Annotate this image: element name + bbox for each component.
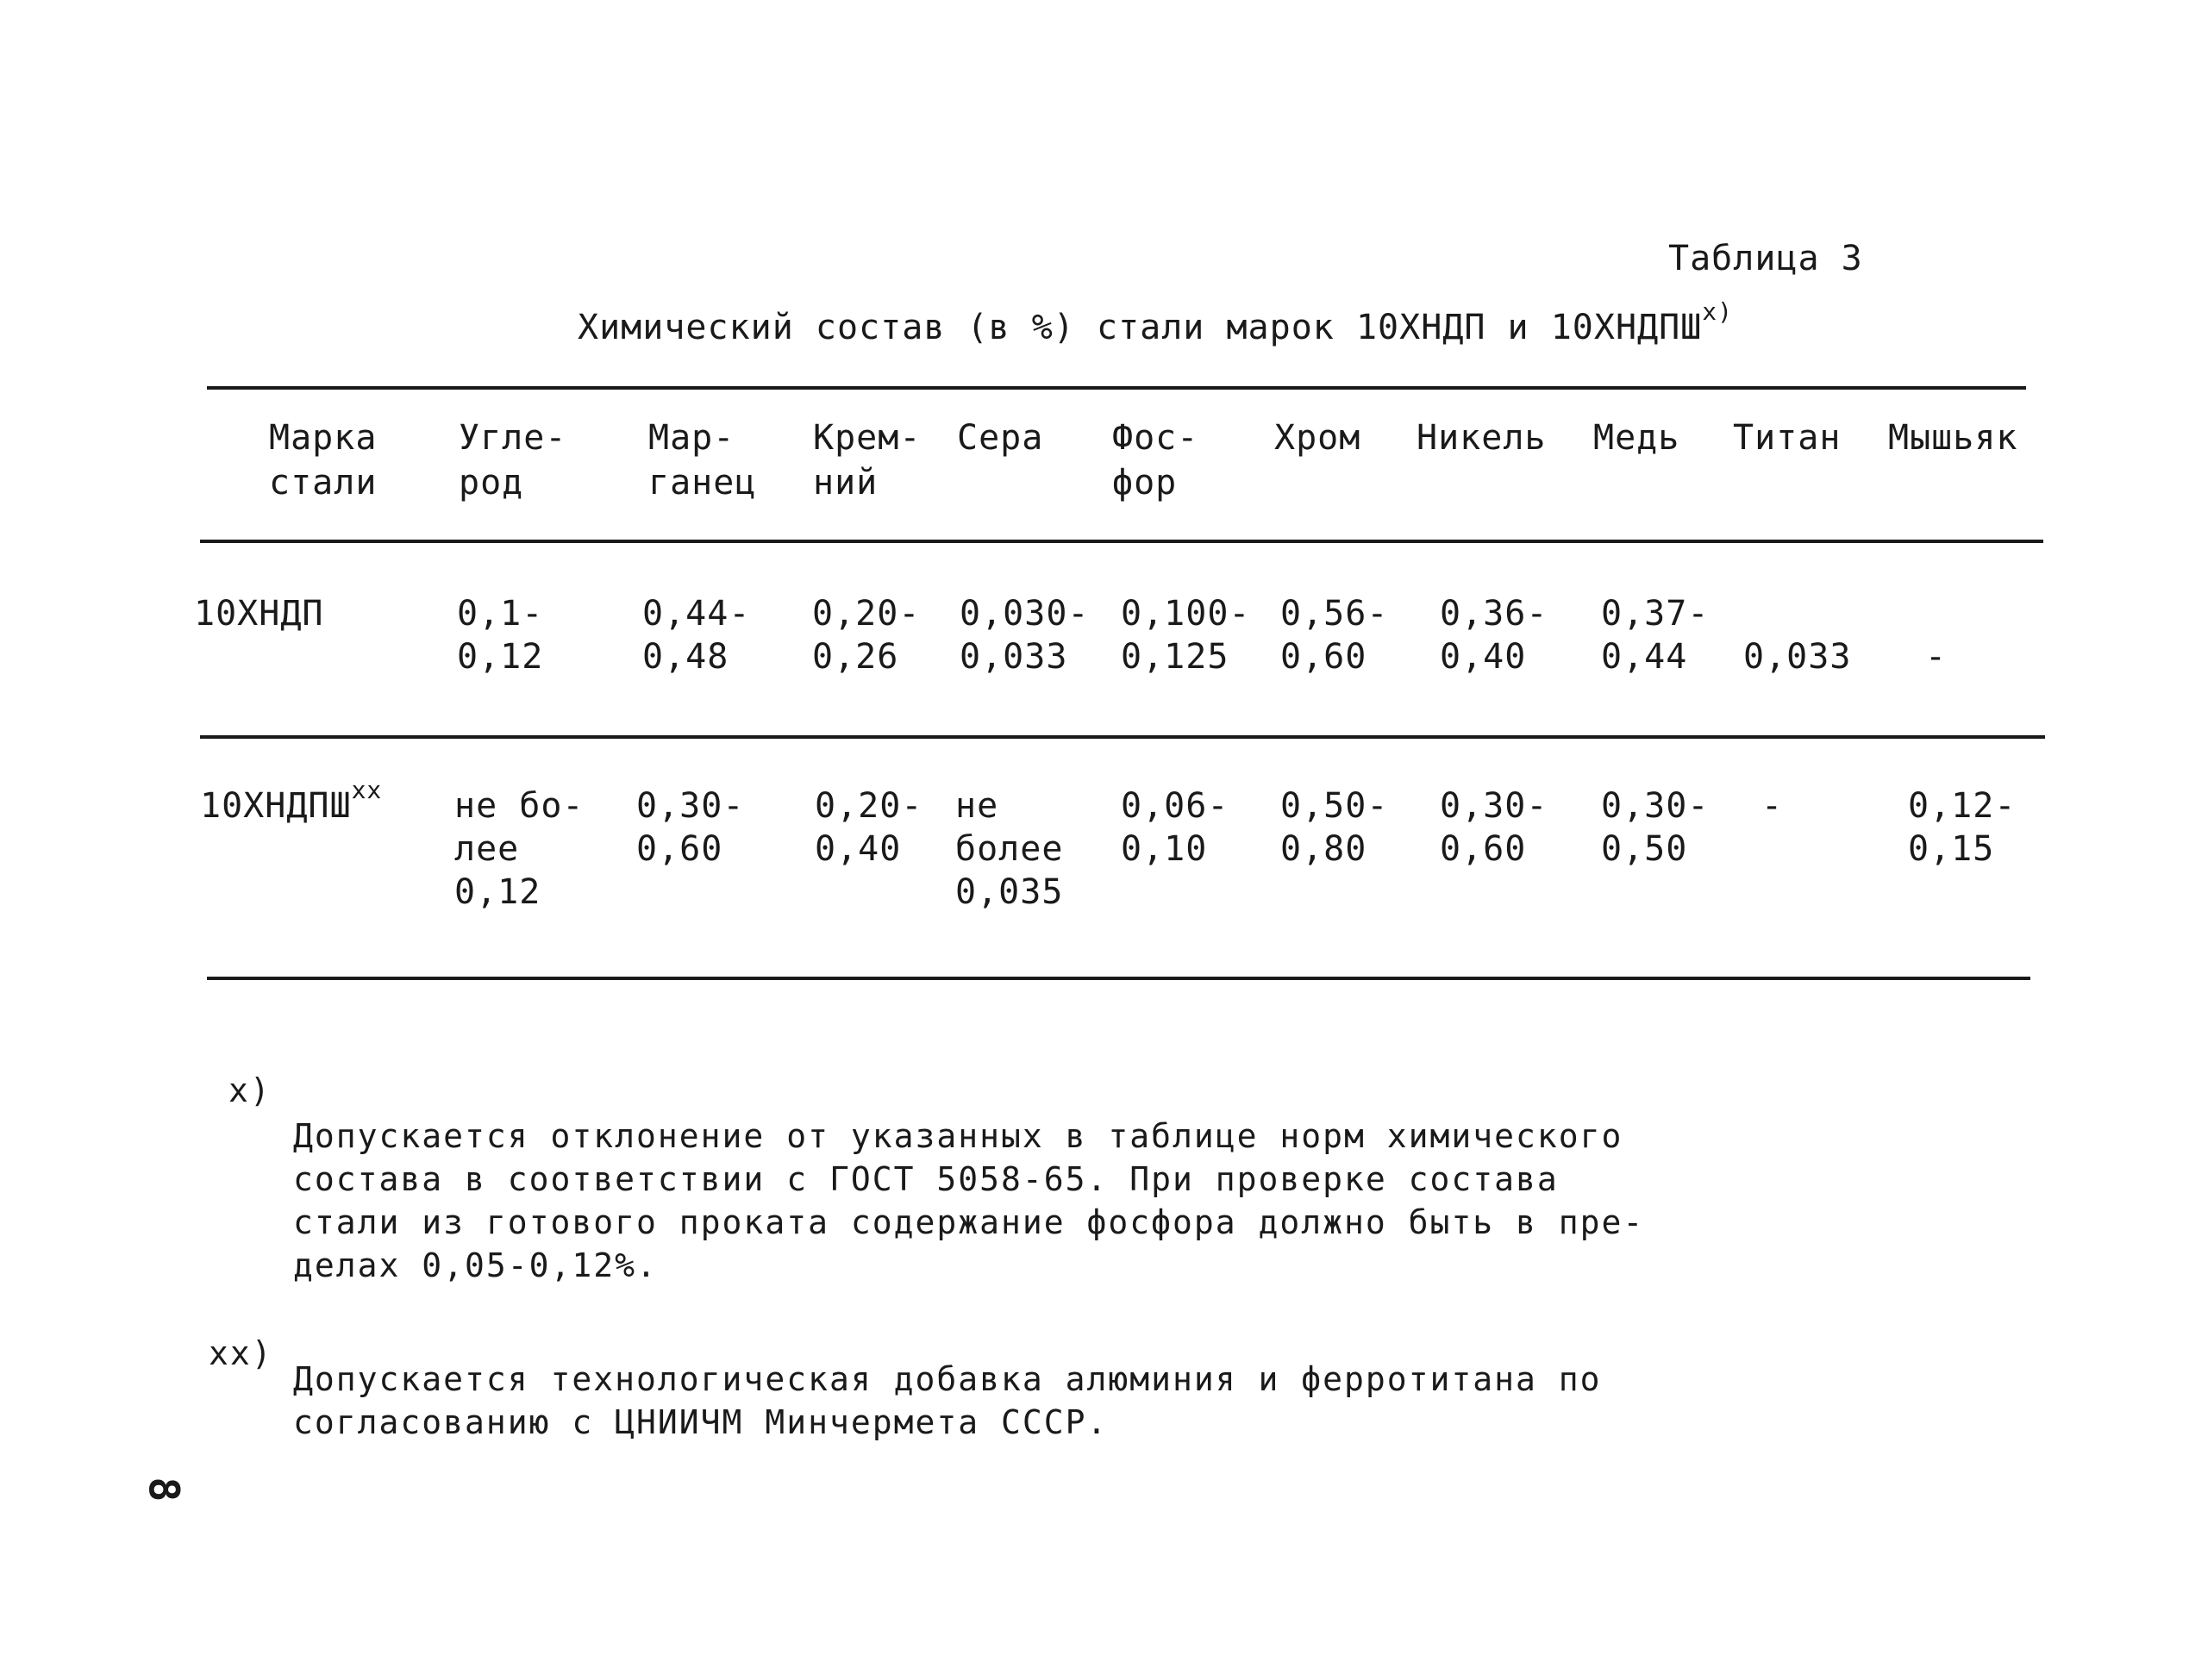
- cell-nickel: 0,30- 0,60: [1440, 786, 1548, 869]
- cell-silicon: 0,20- 0,40: [815, 786, 923, 869]
- cell-grade: 10ХНДП: [194, 594, 324, 634]
- footnote-2-mark: xx): [209, 1334, 273, 1372]
- col-header-carbon: Угле- род: [459, 418, 567, 503]
- col-header-grade: Марка стали: [269, 418, 378, 503]
- col-header-silicon: Крем- ний: [813, 418, 922, 503]
- cell-titanium: 0,033: [1743, 637, 1852, 677]
- row-divider-rule: [200, 735, 2045, 739]
- table-title-text: Химический состав (в %) стали марок 10ХНДП и 10ХНДПШ: [578, 308, 1703, 347]
- cell-silicon: 0,20- 0,26: [812, 594, 921, 677]
- cell-carbon: не бо- лее 0,12: [454, 786, 585, 912]
- cell-chromium: 0,50- 0,80: [1280, 786, 1389, 869]
- cell-carbon: 0,1- 0,12: [457, 594, 544, 677]
- col-header-titanium: Титан: [1733, 418, 1842, 458]
- table-bottom-rule: [207, 977, 2030, 980]
- table-top-rule: [207, 386, 2026, 390]
- cell-sulfur: не более 0,035: [955, 786, 1064, 912]
- col-header-arsenic: Мышьяк: [1888, 418, 2018, 458]
- col-header-chromium: Хром: [1274, 418, 1361, 458]
- cell-arsenic: -: [1925, 637, 1948, 677]
- table-number: Таблица 3: [1668, 239, 1863, 278]
- col-header-phosphorus: Фос- фор: [1112, 418, 1199, 503]
- cell-phosphorus: 0,100- 0,125: [1121, 594, 1251, 677]
- cell-manganese: 0,44- 0,48: [642, 594, 751, 677]
- col-header-sulfur: Сера: [957, 418, 1044, 458]
- cell-copper: 0,37- 0,44: [1601, 594, 1710, 677]
- header-bottom-rule: [200, 540, 2043, 543]
- title-footnote-mark: x): [1702, 297, 1733, 326]
- table-title: [578, 297, 1733, 353]
- cell-arsenic: 0,12- 0,15: [1908, 786, 2017, 869]
- footnote-1-mark: x): [228, 1071, 272, 1109]
- grade-footnote-mark: хх: [351, 776, 383, 804]
- cell-phosphorus: 0,06- 0,10: [1121, 786, 1229, 869]
- cell-grade: $10ХНДПШ^{хх}$: [200, 776, 383, 826]
- cell-copper: 0,30- 0,50: [1601, 786, 1710, 869]
- col-header-copper: Медь: [1593, 418, 1680, 458]
- cell-nickel: 0,36- 0,40: [1440, 594, 1548, 677]
- footnote-2-text: Допускается технологическая добавка алюминия и ферротитана по согласованию с ЦНИИЧМ Минчермета СССР.: [293, 1360, 1602, 1441]
- col-header-nickel: Никель: [1417, 418, 1547, 458]
- cell-chromium: 0,56- 0,60: [1280, 594, 1389, 677]
- page-number: 8: [139, 1477, 188, 1502]
- cell-manganese: 0,30- 0,60: [636, 786, 745, 869]
- footnote-1-text: Допускается отклонение от указанных в таблице норм химического состава в соответствии с ГОСТ 5058-65. При проверке состава стали из готового проката содержание фосфора должно быть в пре- делах 0,05-0,12%.: [293, 1117, 1645, 1284]
- col-header-manganese: Мар- ганец: [648, 418, 757, 503]
- cell-titanium: -: [1761, 786, 1784, 826]
- cell-sulfur: 0,030- 0,033: [960, 594, 1090, 677]
